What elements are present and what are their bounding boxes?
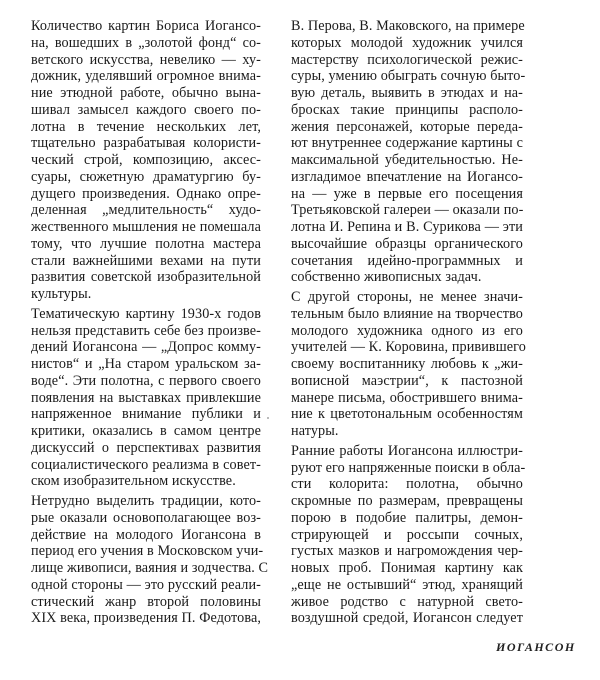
text-line: рые оказали основополагающее воз-: [31, 509, 261, 526]
text-line: дожник, уделявший огромное внима-: [31, 68, 261, 85]
text-line: живое родство с натурной свето-: [291, 593, 523, 610]
text-line: вую деталь, выявить в этюдах и на-: [291, 85, 523, 101]
text-line: напряженное внимание публики и: [31, 406, 261, 423]
text-line: стали важнейшими вехами на пути: [31, 252, 261, 269]
text-line: дущего произведения. Однако опре-: [31, 185, 261, 202]
text-line: ние к цветотональным особенностям: [291, 406, 523, 423]
text-line: тому, что лучшие полотна мастера: [31, 235, 261, 252]
text-line: тельным было влияние на творчество: [291, 305, 523, 322]
text-line: Третьяковской галереи — оказали по-: [291, 202, 524, 219]
text-line: воздушной средой, Иогансон следует: [291, 610, 523, 627]
text-line: собственно живописных задач.: [291, 269, 482, 286]
text-line: жения персонажей, которые переда-: [291, 118, 523, 135]
text-line: ческий строй, композицию, аксес-: [31, 152, 261, 168]
text-line: „еще не остывший“ этюд, хранящий: [291, 576, 523, 593]
text-line: С другой стороны, не менее значи-: [291, 289, 523, 305]
text-line: на, вошедших в „золотой фонд“ со-: [31, 34, 261, 51]
text-line: культуры.: [31, 286, 92, 302]
text-line: ние этюдной работе, обычно вына-: [31, 85, 261, 101]
text-line: появления на выставках привлекшие: [31, 389, 261, 406]
text-line: нельзя представить себе без произве-: [31, 322, 261, 339]
text-line: Ранние работы Иогансона иллюстри-: [291, 442, 523, 459]
text-line: суры, умению обыграть сочную быто-: [291, 68, 526, 85]
text-line: суары, сюжетную драматургию бу-: [31, 168, 261, 185]
text-line: лотна И. Репина и В. Сурикова — эти: [291, 219, 523, 235]
text-line: лотна в течение нескольких лет,: [31, 118, 261, 135]
paragraph: [291, 18, 526, 286]
text-line: дений Иогансона — „Допрос комму-: [31, 339, 261, 356]
paragraph: [31, 306, 261, 490]
text-line: своему воспитаннику любовь к „жи-: [291, 356, 523, 372]
text-line: изгладимое впечатление на Иогансо-: [291, 168, 523, 185]
text-line: манере письма, обострившего внима-: [291, 389, 523, 406]
text-line: густых мазков и нагромождения чер-: [291, 543, 523, 560]
text-line: деленная „медлительность“ худо-: [31, 202, 261, 219]
text-line: социалистического реализма в совет-: [31, 456, 261, 473]
text-line: жественного мышления не помешала: [31, 219, 261, 235]
text-line: В. Перова, В. Маковского, на примере: [291, 18, 525, 34]
text-line: руют его напряженные поиски в обла-: [291, 459, 526, 476]
text-line: учителей — К. Коровина, привившего: [291, 339, 526, 356]
text-line: стический жанр второй половины: [31, 593, 261, 610]
paragraph: [31, 18, 261, 303]
text-line: бросках такие принципы располо-: [291, 101, 523, 118]
text-line: XIX века, произведения П. Федотова,: [31, 610, 261, 627]
text-line: нистов“ и „На старом уральском за-: [31, 356, 261, 372]
text-line: сти колорита: полотна, обычно: [291, 476, 523, 493]
text-line: натуры.: [291, 423, 339, 439]
text-line: новых проб. Понимая картину как: [291, 560, 523, 576]
text-line: сочетания идейно-программных и: [291, 252, 523, 269]
left-column: [31, 18, 269, 627]
text-line: скромные по размерам, превращены: [291, 493, 523, 509]
text-line: высочайшие образцы органического: [291, 235, 523, 252]
right-column: [291, 18, 526, 627]
text-line: одной стороны — это русский реали-: [31, 576, 261, 593]
running-title: ИОГАНСОН: [496, 640, 576, 654]
text-line: тщательно разрабатывая колористи-: [31, 135, 261, 152]
text-line: стрирующей и россыпи сочных,: [291, 526, 523, 543]
text-line: вописной маэстрии“, к пастозной: [291, 372, 523, 389]
text-line: максимальной убедительностью. Не-: [291, 152, 523, 168]
text-line: Тематическую картину 1930-х годов: [31, 305, 261, 322]
text-line: мастерству психологической режис-: [291, 51, 523, 68]
text-line: ют внутреннее содержание картины с: [291, 135, 523, 152]
text-line: ском изобразительном искусстве.: [31, 473, 236, 490]
text-line: период его учения в Московском учи-: [31, 543, 264, 560]
text-line: шивал замысел каждого своего по-: [31, 101, 261, 118]
paragraph: [291, 442, 526, 627]
paragraph: [31, 493, 269, 627]
text-line: ветского искусства, невелико — ху-: [31, 51, 261, 68]
text-line: на — уже в первые его посещения: [291, 185, 523, 202]
text-line: критики, оказались в самом центре: [31, 423, 261, 439]
text-line: Количество картин Бориса Иогансо-: [31, 18, 261, 34]
text-line: которых молодой художник учился: [291, 34, 523, 51]
scan-speck: [267, 417, 269, 419]
text-line: воде“. Эти полотна, с первого своего: [31, 372, 261, 389]
text-line: лище живописи, ваяния и зодчества. С: [31, 560, 269, 576]
text-line: развития советской изобразительной: [31, 269, 261, 286]
text-line: порою в подобие палитры, демон-: [291, 509, 523, 526]
paragraph: [291, 289, 526, 440]
text-line: Нетрудно выделить традиции, кото-: [31, 493, 261, 509]
text-line: молодого художника одного из его: [291, 322, 523, 339]
text-line: дискуссий о перспективах развития: [31, 439, 261, 456]
text-line: действие на молодого Иогансона в: [31, 526, 261, 543]
